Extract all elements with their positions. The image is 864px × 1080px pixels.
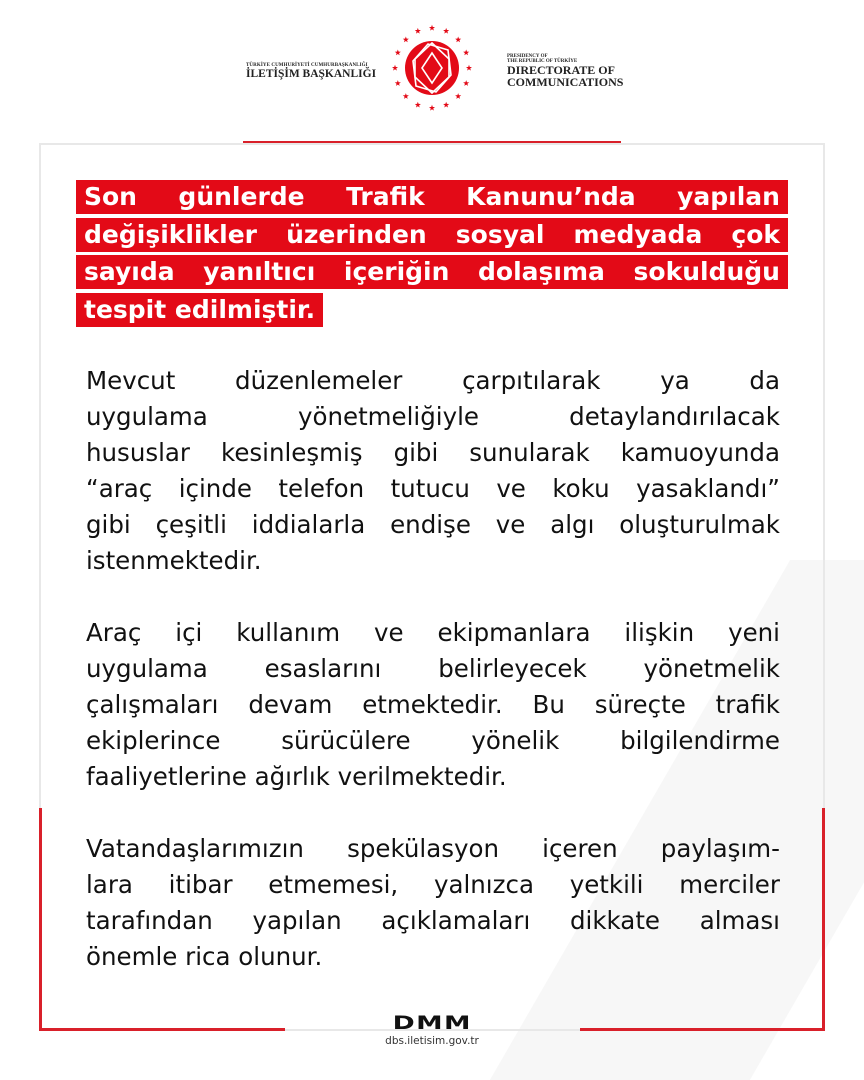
word: kesinleşmiş — [221, 438, 363, 467]
word: yasaklandı” — [636, 474, 780, 503]
word: telefon — [278, 474, 365, 503]
word: gibi — [86, 510, 131, 539]
paragraph — [86, 615, 780, 795]
dmm-logo: DMM — [392, 1012, 472, 1034]
word: tutucu — [390, 474, 470, 503]
word: sürücülere — [281, 726, 411, 755]
word: kullanım — [236, 618, 341, 647]
word: yeni — [728, 618, 780, 647]
word: yönetmelik — [643, 654, 780, 683]
frame-left-red — [39, 808, 42, 1031]
word: spekülasyon — [347, 834, 500, 863]
word: üzerinden — [286, 219, 427, 249]
star-icon — [403, 37, 409, 43]
word: alması — [699, 906, 780, 935]
word: çok — [731, 219, 780, 249]
paragraph-line — [86, 867, 780, 903]
star-icon — [429, 25, 435, 31]
star-icon — [463, 80, 469, 86]
word: ya — [660, 366, 690, 395]
word: çalışmaları — [86, 690, 219, 719]
word: etmektedir. — [362, 690, 503, 719]
word: itibar — [168, 870, 233, 899]
headline-line — [76, 218, 788, 252]
word: etmemesi, — [268, 870, 399, 899]
headline-line — [76, 180, 788, 214]
word: sunularak — [469, 438, 590, 467]
footer — [0, 1014, 864, 1047]
word: değişiklikler — [84, 219, 258, 249]
word: içi — [175, 618, 203, 647]
paragraph-line — [86, 651, 780, 687]
word: sayıda — [84, 257, 175, 286]
paragraph — [86, 363, 780, 579]
paragraph-line — [86, 831, 780, 867]
word: tarafından — [86, 906, 213, 935]
paragraph-line — [86, 723, 780, 759]
word: Son — [84, 182, 137, 211]
word: oluşturulmak — [619, 510, 780, 539]
word: Araç — [86, 618, 142, 647]
word: ekipmanlara — [437, 618, 591, 647]
paragraph-line — [86, 903, 780, 939]
word: ve — [496, 474, 526, 503]
header — [0, 0, 864, 140]
paragraph-line — [86, 615, 780, 651]
frame-right-red — [822, 808, 825, 1031]
paragraph-line — [86, 399, 780, 435]
paragraph-line — [86, 507, 780, 543]
word: Vatandaşlarımızın — [86, 834, 304, 863]
word: ilişkin — [624, 618, 695, 647]
word: lara — [86, 870, 133, 899]
word: yalnızca — [433, 870, 534, 899]
word: “araç — [86, 474, 153, 503]
star-icon — [392, 65, 398, 71]
star-icon — [455, 93, 461, 99]
word: açıklamaları — [381, 906, 531, 935]
word: Bu — [532, 690, 565, 719]
word: detaylandırılacak — [569, 402, 780, 431]
star-icon — [395, 49, 401, 55]
star-icon — [403, 93, 409, 99]
word: yapılan — [677, 182, 780, 211]
star-icon — [395, 80, 401, 86]
word: endişe — [390, 510, 471, 539]
headline — [76, 180, 788, 330]
header-right-logo-text: PRESIDENCY OF THE REPUBLIC OF TÜRKİYE DIRECTORATE OF COMMUNICATIONS — [507, 54, 624, 89]
headline-line: tespit edilmiştir. — [76, 293, 323, 327]
word: koku — [552, 474, 610, 503]
star-icon — [455, 37, 461, 43]
word: çarpıtılarak — [462, 366, 601, 395]
word: Mevcut — [86, 366, 176, 395]
paragraph — [86, 831, 780, 975]
word: medyada — [573, 219, 703, 249]
word: merciler — [679, 870, 780, 899]
word: yapılan — [252, 906, 342, 935]
word: içinde — [178, 474, 252, 503]
presidency-emblem-icon — [392, 22, 472, 114]
word: içeriğin — [343, 257, 450, 286]
header-left-logo-text: TÜRKİYE CUMHURİYETİ CUMHURBAŞKANLIĞI İLETİŞİM BAŞKANLIĞI — [246, 63, 377, 80]
word: gibi — [393, 438, 439, 467]
word: devam — [248, 690, 333, 719]
word: uygulama — [86, 402, 208, 431]
word: süreçte — [594, 690, 686, 719]
paragraph-line — [86, 363, 780, 399]
word: düzenlemeler — [235, 366, 403, 395]
word: trafik — [715, 690, 780, 719]
paragraph-line: faaliyetlerine ağırlık verilmektedir. — [86, 762, 507, 791]
word: dikkate — [570, 906, 660, 935]
star-icon — [429, 105, 435, 111]
word: paylaşım- — [660, 834, 780, 863]
word: günlerde — [178, 182, 305, 211]
star-icon — [463, 49, 469, 55]
word: bilgilendirme — [620, 726, 780, 755]
paragraph-line — [86, 687, 780, 723]
word: Trafik — [346, 182, 425, 211]
word: da — [749, 366, 780, 395]
word: yetkili — [569, 870, 644, 899]
word: sokulduğu — [633, 257, 780, 286]
paragraph-line: istenmektedir. — [86, 546, 262, 575]
word: yönetmeliğiyle — [297, 402, 479, 431]
paragraph-line — [86, 471, 780, 507]
word: Kanunu’nda — [466, 182, 636, 211]
word: dolaşıma — [478, 257, 605, 286]
word: yönelik — [471, 726, 560, 755]
word: esaslarını — [264, 654, 382, 683]
word: çeşitli — [155, 510, 227, 539]
star-icon — [415, 28, 421, 34]
headline-line — [76, 255, 788, 289]
word: hususlar — [86, 438, 191, 467]
paragraph-line: önemle rica olunur. — [86, 942, 323, 971]
word: ve — [495, 510, 526, 539]
word: uygulama — [86, 654, 208, 683]
word: yanıltıcı — [203, 257, 316, 286]
word: sosyal — [455, 219, 545, 249]
word: algı — [550, 510, 595, 539]
star-icon — [443, 28, 449, 34]
word: belirleyecek — [438, 654, 587, 683]
word: kamuoyunda — [620, 438, 780, 467]
word: iddialarla — [251, 510, 366, 539]
star-icon — [443, 102, 449, 108]
star-icon — [466, 65, 472, 71]
star-icon — [415, 102, 421, 108]
word: içeren — [542, 834, 618, 863]
word: ve — [374, 618, 404, 647]
paragraph-line — [86, 435, 780, 471]
footer-url: dbs.iletisim.gov.tr — [385, 1035, 479, 1047]
word: ekiplerince — [86, 726, 221, 755]
